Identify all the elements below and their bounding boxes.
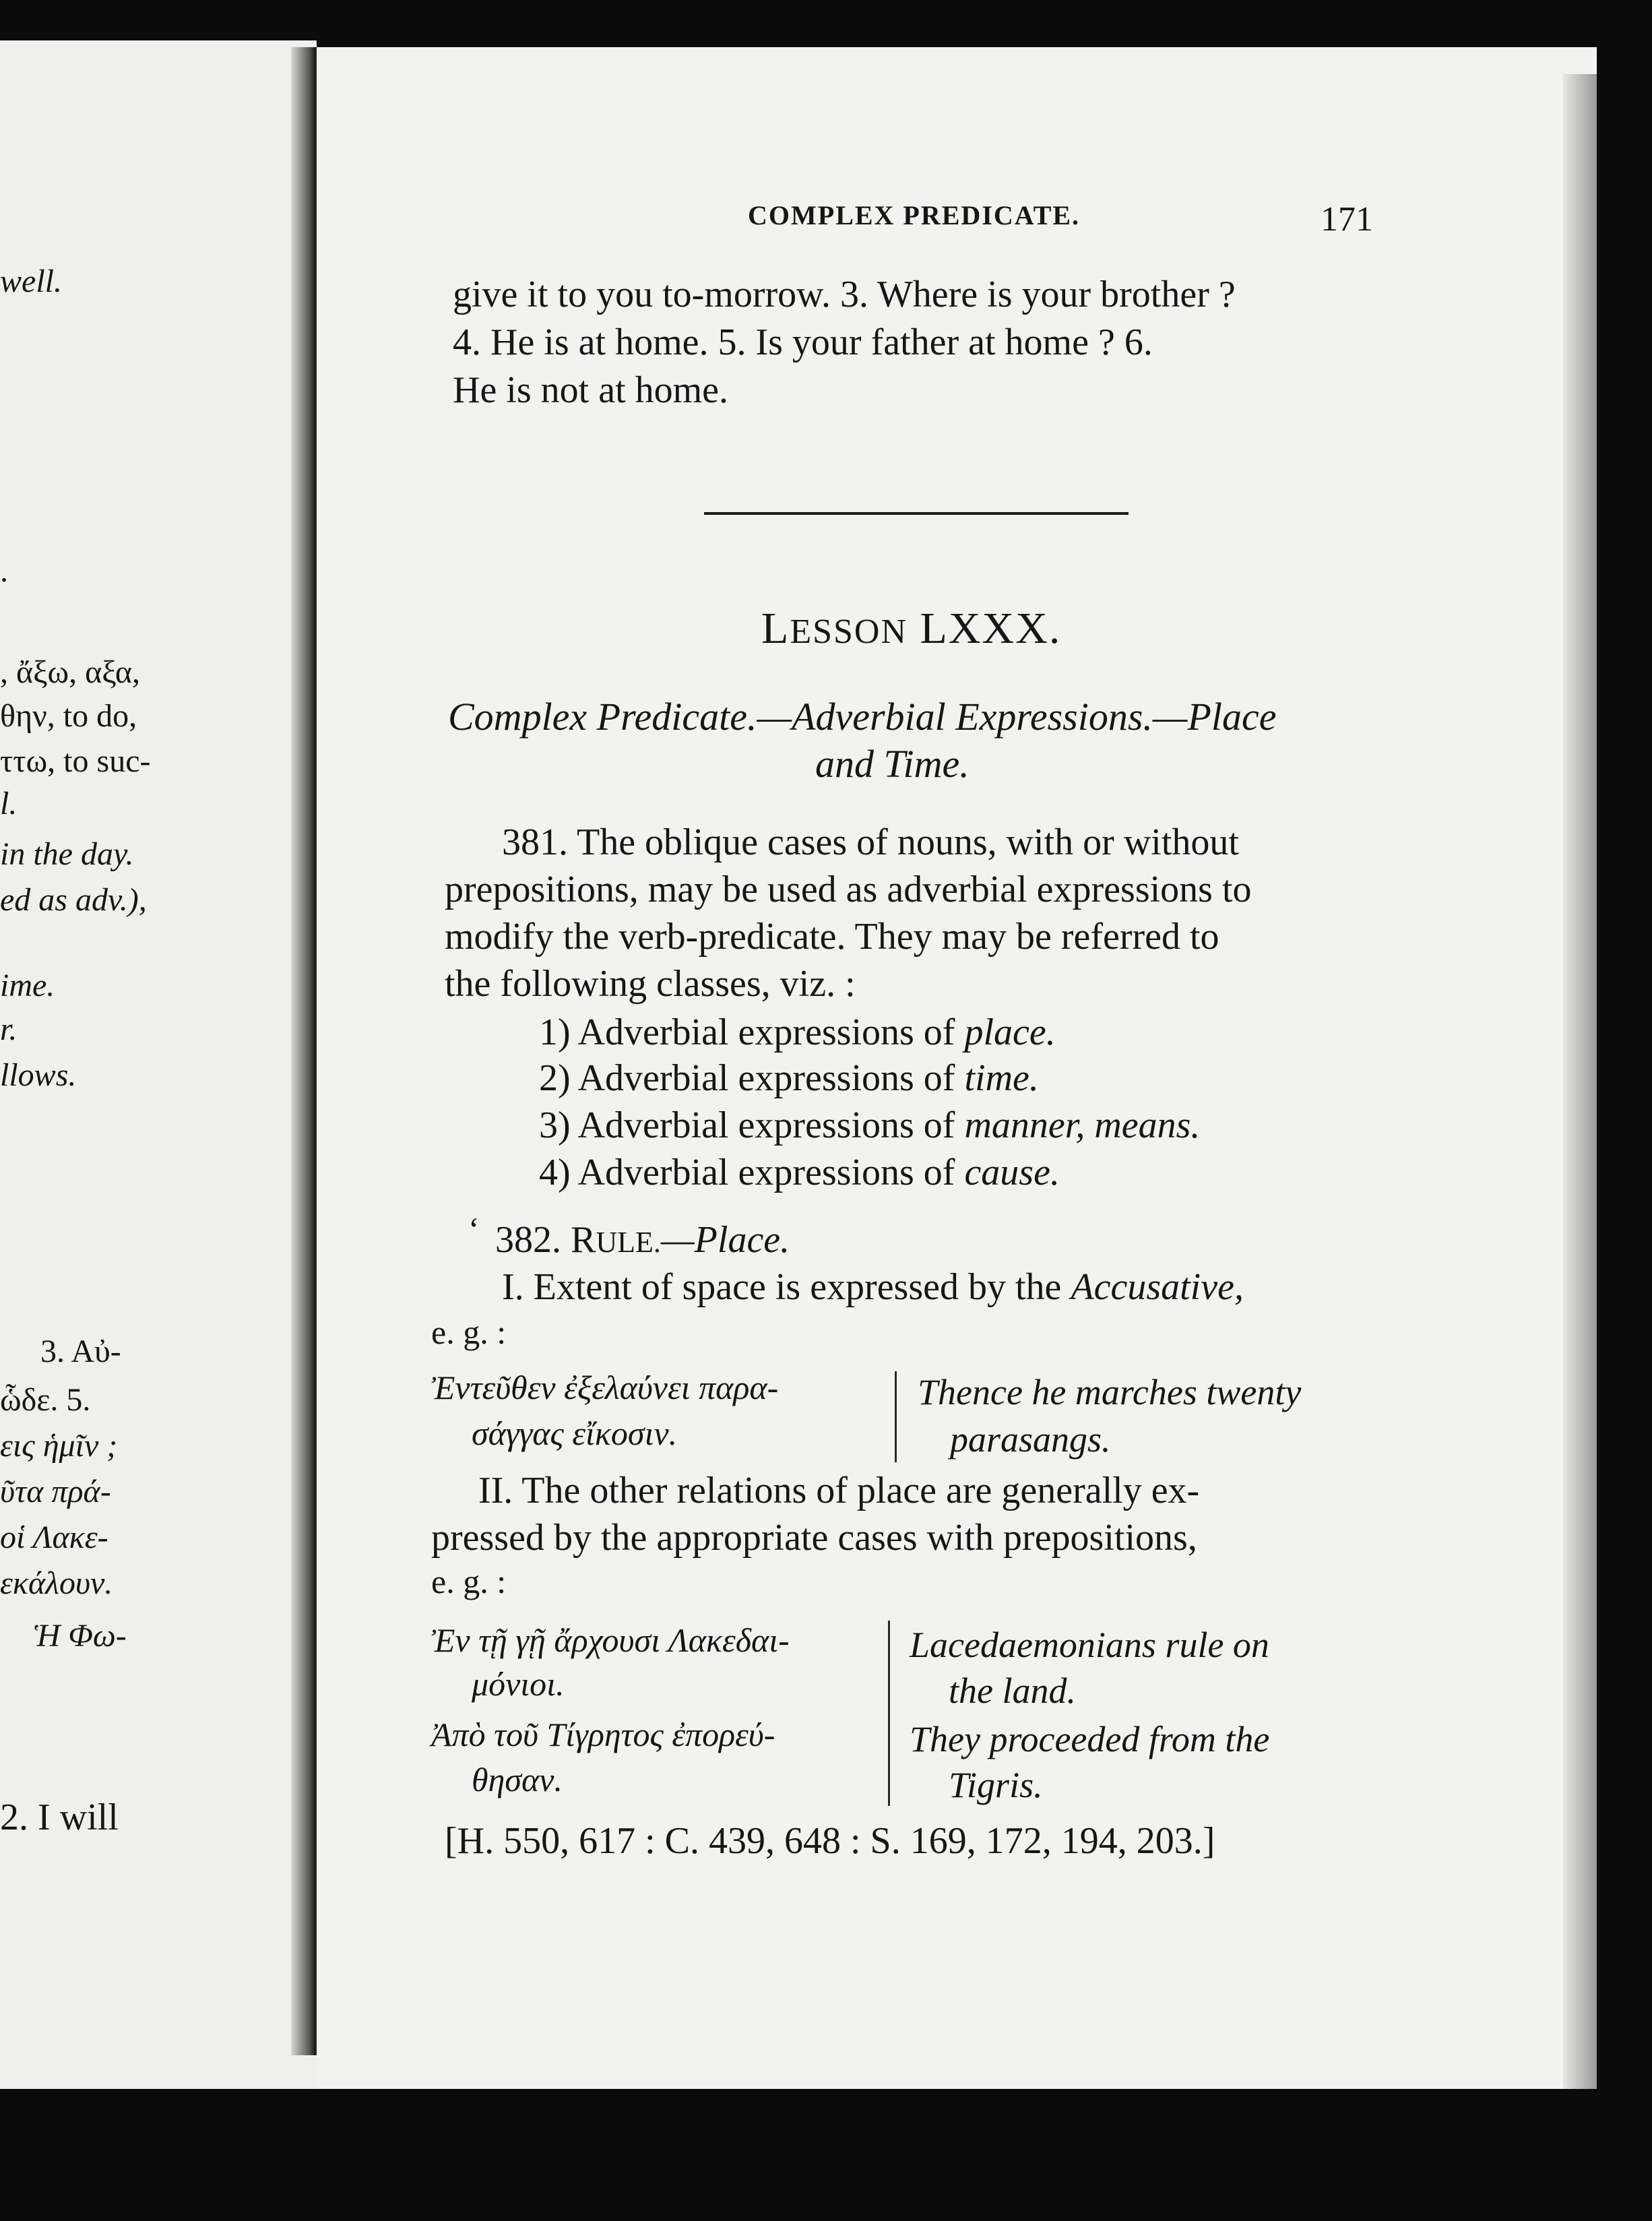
left-fragment: εις ἡμῖν ; [0,1428,118,1464]
greek-example: Ἐντεῦθεν ἐξελαύνει παρα- [431,1369,779,1406]
left-fragment: r. [0,1011,18,1047]
exercise-line: He is not at home. [453,369,729,411]
left-fragment: well. [0,263,62,299]
paragraph-line: modify the verb-predicate. They may be referred to [445,916,1219,958]
greek-example: σάγγας εἴκοσιν. [472,1414,678,1452]
margin-mark: ʻ [468,1210,480,1248]
lesson-subtitle: Complex Predicate.—Adverbial Expressions.—Place [448,695,1277,739]
english-translation: parasangs. [950,1419,1111,1460]
rule-line: I. Extent of space is expressed by the Accusative, [502,1266,1244,1308]
english-translation: the land. [949,1670,1076,1711]
page-number: 171 [1321,200,1373,239]
greek-example: θησαν. [472,1761,563,1798]
paragraph-line: the following classes, viz. : [445,963,856,1005]
left-fragment: εκάλουν. [0,1565,113,1601]
eg-label: e. g. : [431,1563,507,1600]
paragraph-line: prepositions, may be used as adverbial expressions to [445,869,1252,910]
english-translation: They proceeded from the [910,1719,1270,1759]
running-head: COMPLEX PREDICATE. [748,200,1081,230]
references: [H. 550, 617 : C. 439, 648 : S. 169, 172, 194, 203.] [445,1820,1215,1862]
eg-label: e. g. : [431,1313,507,1351]
left-fragment: ττω, to suc- [0,743,151,779]
english-translation: Lacedaemonians rule on [910,1625,1269,1665]
left-fragment: ime. [0,968,55,1003]
rule-heading: 382. RULE.—Place. [495,1219,790,1261]
left-fragment: in the day. [0,836,134,872]
english-translation: Thence he marches twenty [918,1372,1302,1412]
lesson-title: LESSON LXXX. [761,604,1062,653]
left-fragment: , ἄξω, αξα, [0,654,141,690]
left-fragment: . [0,553,8,589]
left-fragment: ῦτα πρά- [0,1474,111,1509]
rule-line: pressed by the appropriate cases with prepositions, [431,1517,1197,1559]
left-fragment: Ἡ Φω- [34,1618,127,1654]
lesson-subtitle: and Time. [815,742,970,786]
list-item: 3) Adverbial expressions of manner, means. [539,1104,1201,1146]
left-fragment: οἱ Λακε- [0,1520,108,1555]
left-fragment: 2. I will [0,1796,119,1838]
left-fragment: llows. [0,1057,77,1093]
left-fragment: θην, to do, [0,698,137,734]
column-divider [895,1371,897,1462]
paragraph-line: 381. The oblique cases of nouns, with or without [502,821,1239,863]
exercise-line: 4. He is at home. 5. Is your father at home ? 6. [453,321,1153,363]
list-item: 4) Adverbial expressions of cause. [539,1152,1060,1193]
list-item: 1) Adverbial expressions of place. [539,1011,1056,1053]
exercise-line: give it to you to-morrow. 3. Where is your brother ? [453,274,1236,315]
greek-example: Ἀπὸ τοῦ Τίγρητος ἐπορεύ- [431,1716,775,1753]
page-edge-shadow [1563,74,1597,2089]
left-fragment: l. [0,786,18,821]
greek-example: Ἐν τῇ γῇ ἄρχουσι Λακεδαι- [431,1621,790,1659]
left-fragment: ὧδε. 5. [0,1382,91,1418]
column-divider [888,1621,890,1806]
english-translation: Tigris. [949,1765,1043,1805]
greek-example: μόνιοι. [472,1665,565,1703]
section-divider [704,512,1129,515]
left-fragment: ed as adv.), [0,882,147,918]
rule-line: II. The other relations of place are generally ex- [478,1470,1200,1511]
list-item: 2) Adverbial expressions of time. [539,1057,1039,1099]
left-fragment: 3. Αὐ- [40,1334,121,1369]
